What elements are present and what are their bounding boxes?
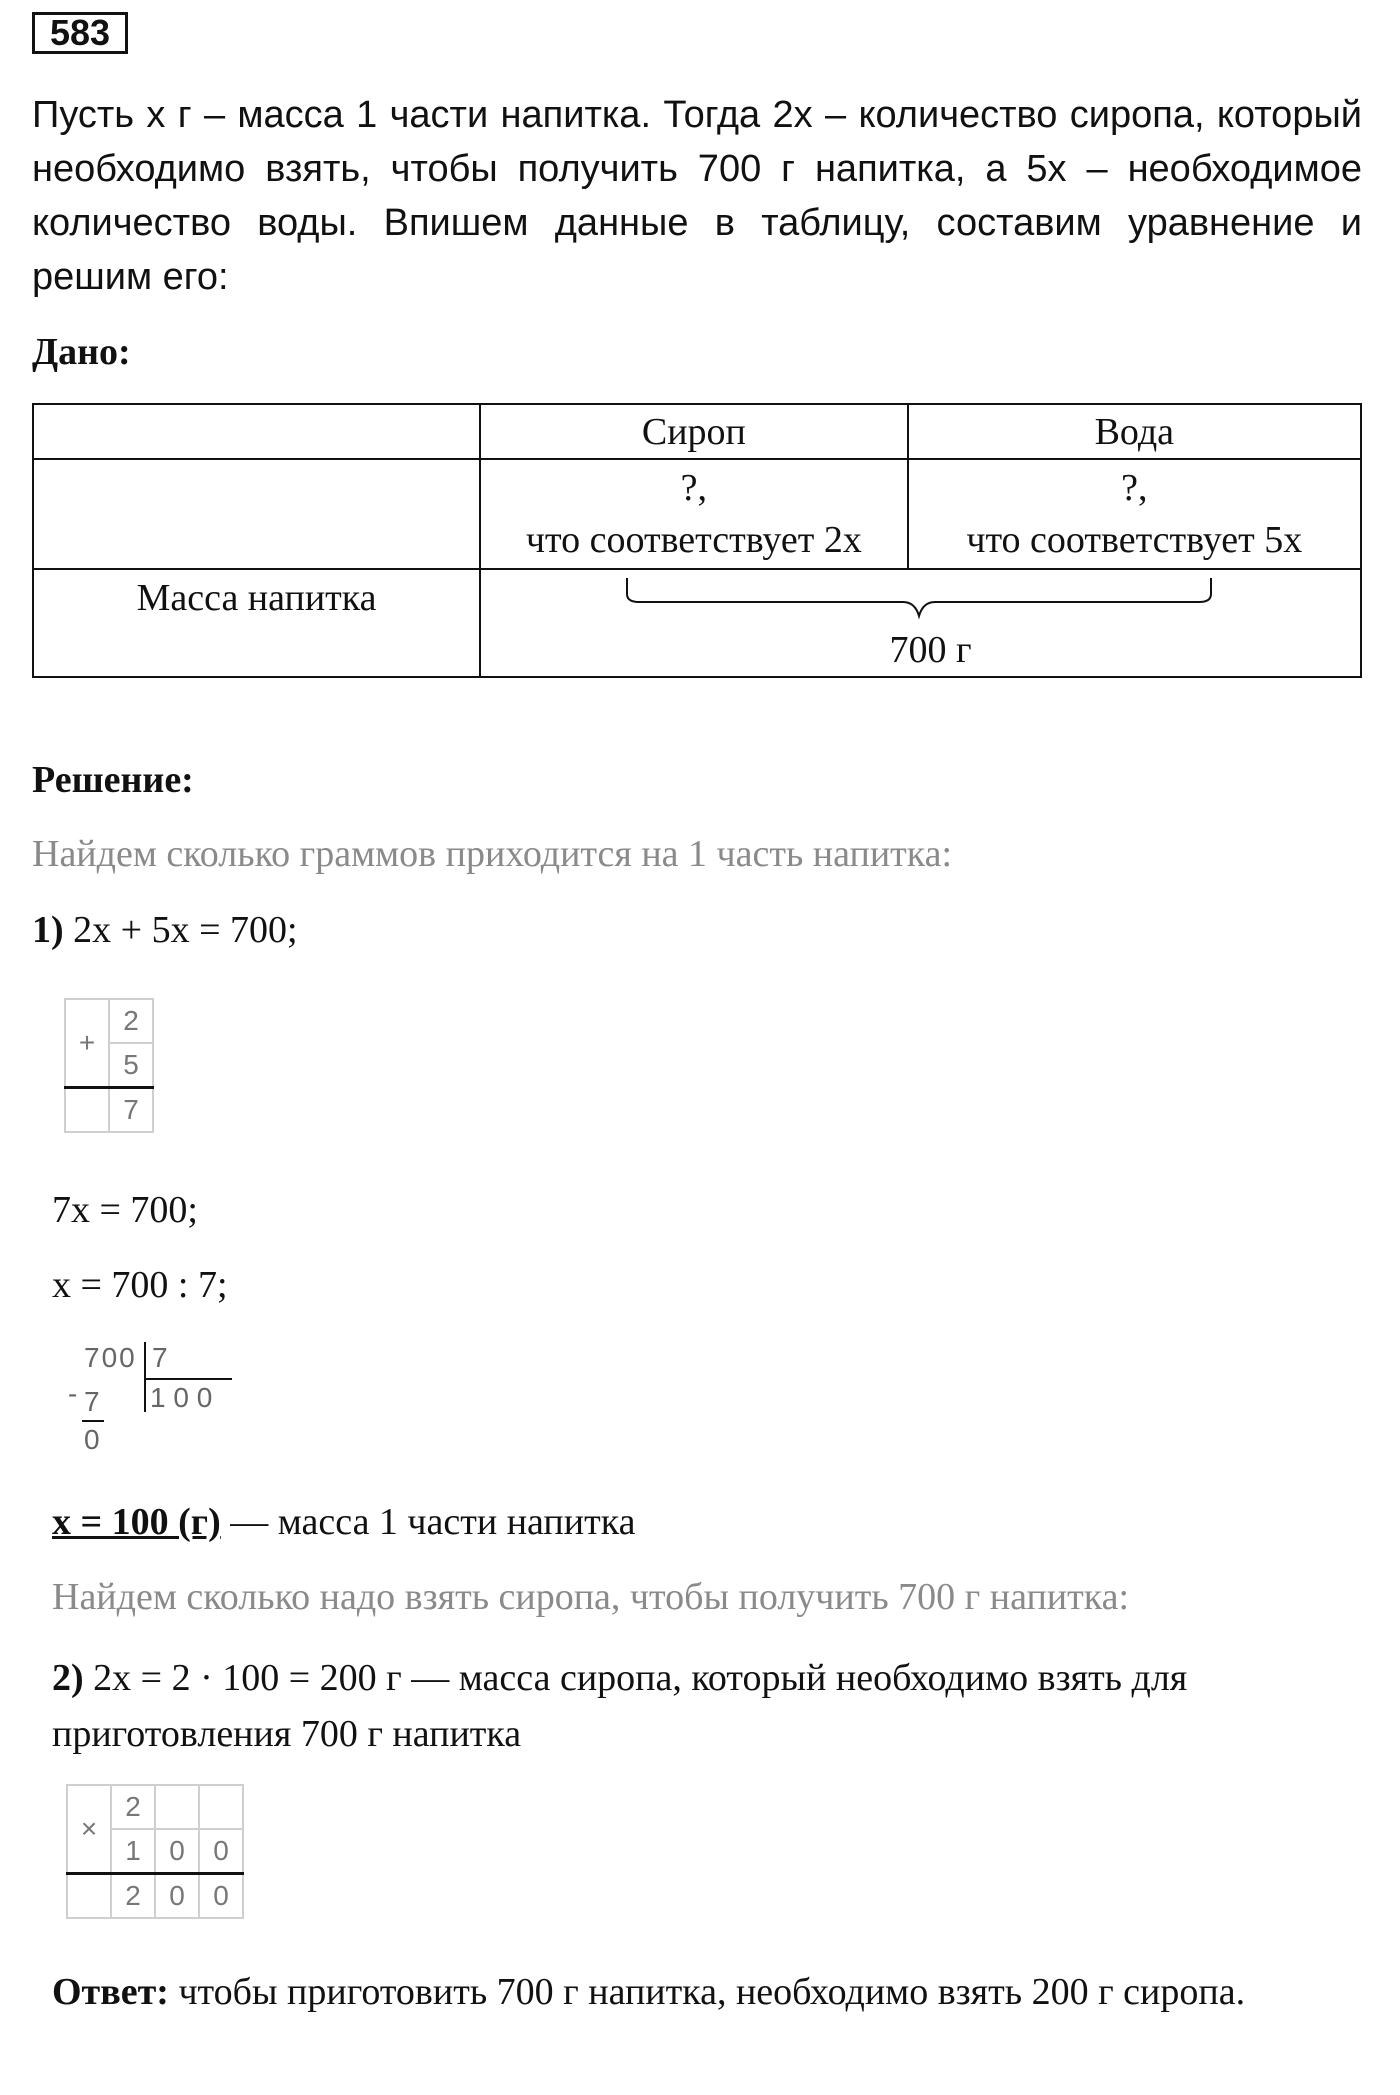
solution-heading: Решение:	[32, 759, 194, 801]
intro-paragraph: Пусть x г – масса 1 части напитка. Тогда 2x – количество сиропа, который необходимо взять, чтобы получить 700 г напитка, а 5x – необходимое количество воды. Впишем данные в таблицу, составим уравнение и решим его:	[32, 94, 1362, 298]
curly-brace-icon	[625, 572, 1225, 632]
table-cell-water	[908, 459, 1361, 569]
table-cell-syrup	[480, 459, 907, 569]
mul-result-empty	[67, 1874, 111, 1919]
total-mass: 700 г	[889, 629, 972, 671]
water-desc: что соответствует 5x	[966, 519, 1303, 561]
given-heading: Дано:	[32, 331, 131, 373]
answer-label: Ответ:	[52, 1971, 169, 2013]
addition-empty	[65, 1088, 109, 1133]
mul-result-c1: 2	[111, 1874, 155, 1919]
mul-result-c2: 0	[155, 1874, 199, 1919]
step-1-number: 1)	[32, 909, 64, 951]
given-table	[32, 403, 1362, 678]
long-division	[64, 1342, 234, 1462]
mul-row1-c1: 2	[111, 1785, 155, 1829]
division-underline	[82, 1420, 104, 1422]
addition-operand-a: 2	[109, 999, 153, 1043]
table-cell-total	[480, 569, 1361, 677]
problem-number: 583	[32, 12, 128, 54]
syrup-question: ?,	[680, 467, 708, 509]
addition-result: 7	[109, 1088, 153, 1133]
step-1	[32, 908, 298, 952]
hint-2: Найдем сколько надо взять сиропа, чтобы получить 700 г напитка:	[52, 1576, 1130, 1618]
mul-row1-c3	[199, 1785, 243, 1829]
division-minus: -	[68, 1378, 78, 1409]
division-dividend: 700	[84, 1342, 137, 1373]
table-header-row	[33, 404, 1361, 459]
water-question: ?,	[1121, 467, 1148, 509]
step-2	[52, 1650, 1382, 1762]
result-1	[52, 1500, 635, 1544]
answer	[52, 1965, 1382, 2019]
answer-text: чтобы приготовить 700 г напитка, необходимо взять 200 г сиропа.	[168, 1971, 1246, 2013]
mul-row2-c3: 0	[199, 1829, 243, 1874]
addition-operand-b: 5	[109, 1043, 153, 1088]
equation-7x: 7x = 700;	[52, 1189, 198, 1231]
step-2-number: 2)	[52, 1657, 84, 1699]
multiplication-operator: ×	[67, 1785, 111, 1874]
division-remainder: 0	[84, 1424, 100, 1455]
hint-1: Найдем сколько граммов приходится на 1 часть напитка:	[32, 833, 953, 875]
division-divisor: 7	[152, 1342, 168, 1373]
table-row-parts	[33, 459, 1361, 569]
mul-result-c3: 0	[199, 1874, 243, 1919]
step-1-equation: 2x + 5x = 700;	[63, 909, 298, 951]
addition-operator: +	[65, 999, 109, 1088]
mul-row1-c2	[155, 1785, 199, 1829]
table-row-mass	[33, 569, 1361, 677]
table-header-empty	[33, 404, 480, 459]
syrup-desc: что соответствует 2x	[525, 519, 862, 561]
result-1-description: — масса 1 части напитка	[220, 1501, 636, 1543]
table-header-water: Вода	[908, 404, 1361, 459]
multiplication-grid	[66, 1784, 244, 1919]
table-row-mass-label: Масса напитка	[33, 569, 480, 677]
equation-division: x = 700 : 7;	[52, 1264, 228, 1306]
mul-row2-c1: 1	[111, 1829, 155, 1874]
addition-grid	[64, 998, 154, 1133]
table-row-parts-label	[33, 459, 480, 569]
result-1-value: x = 100 (г)	[52, 1501, 221, 1543]
division-vertical-line	[144, 1342, 146, 1412]
division-subtrahend: 7	[84, 1386, 100, 1417]
table-header-syrup: Сироп	[480, 404, 907, 459]
division-horizontal-line	[146, 1378, 232, 1380]
step-2-text: 2x = 2 · 100 = 200 г — масса сиропа, который необходимо взять для приготовления 700 г напитка	[52, 1657, 1188, 1755]
mul-row2-c2: 0	[155, 1829, 199, 1874]
division-quotient: 1 0 0	[150, 1382, 213, 1413]
